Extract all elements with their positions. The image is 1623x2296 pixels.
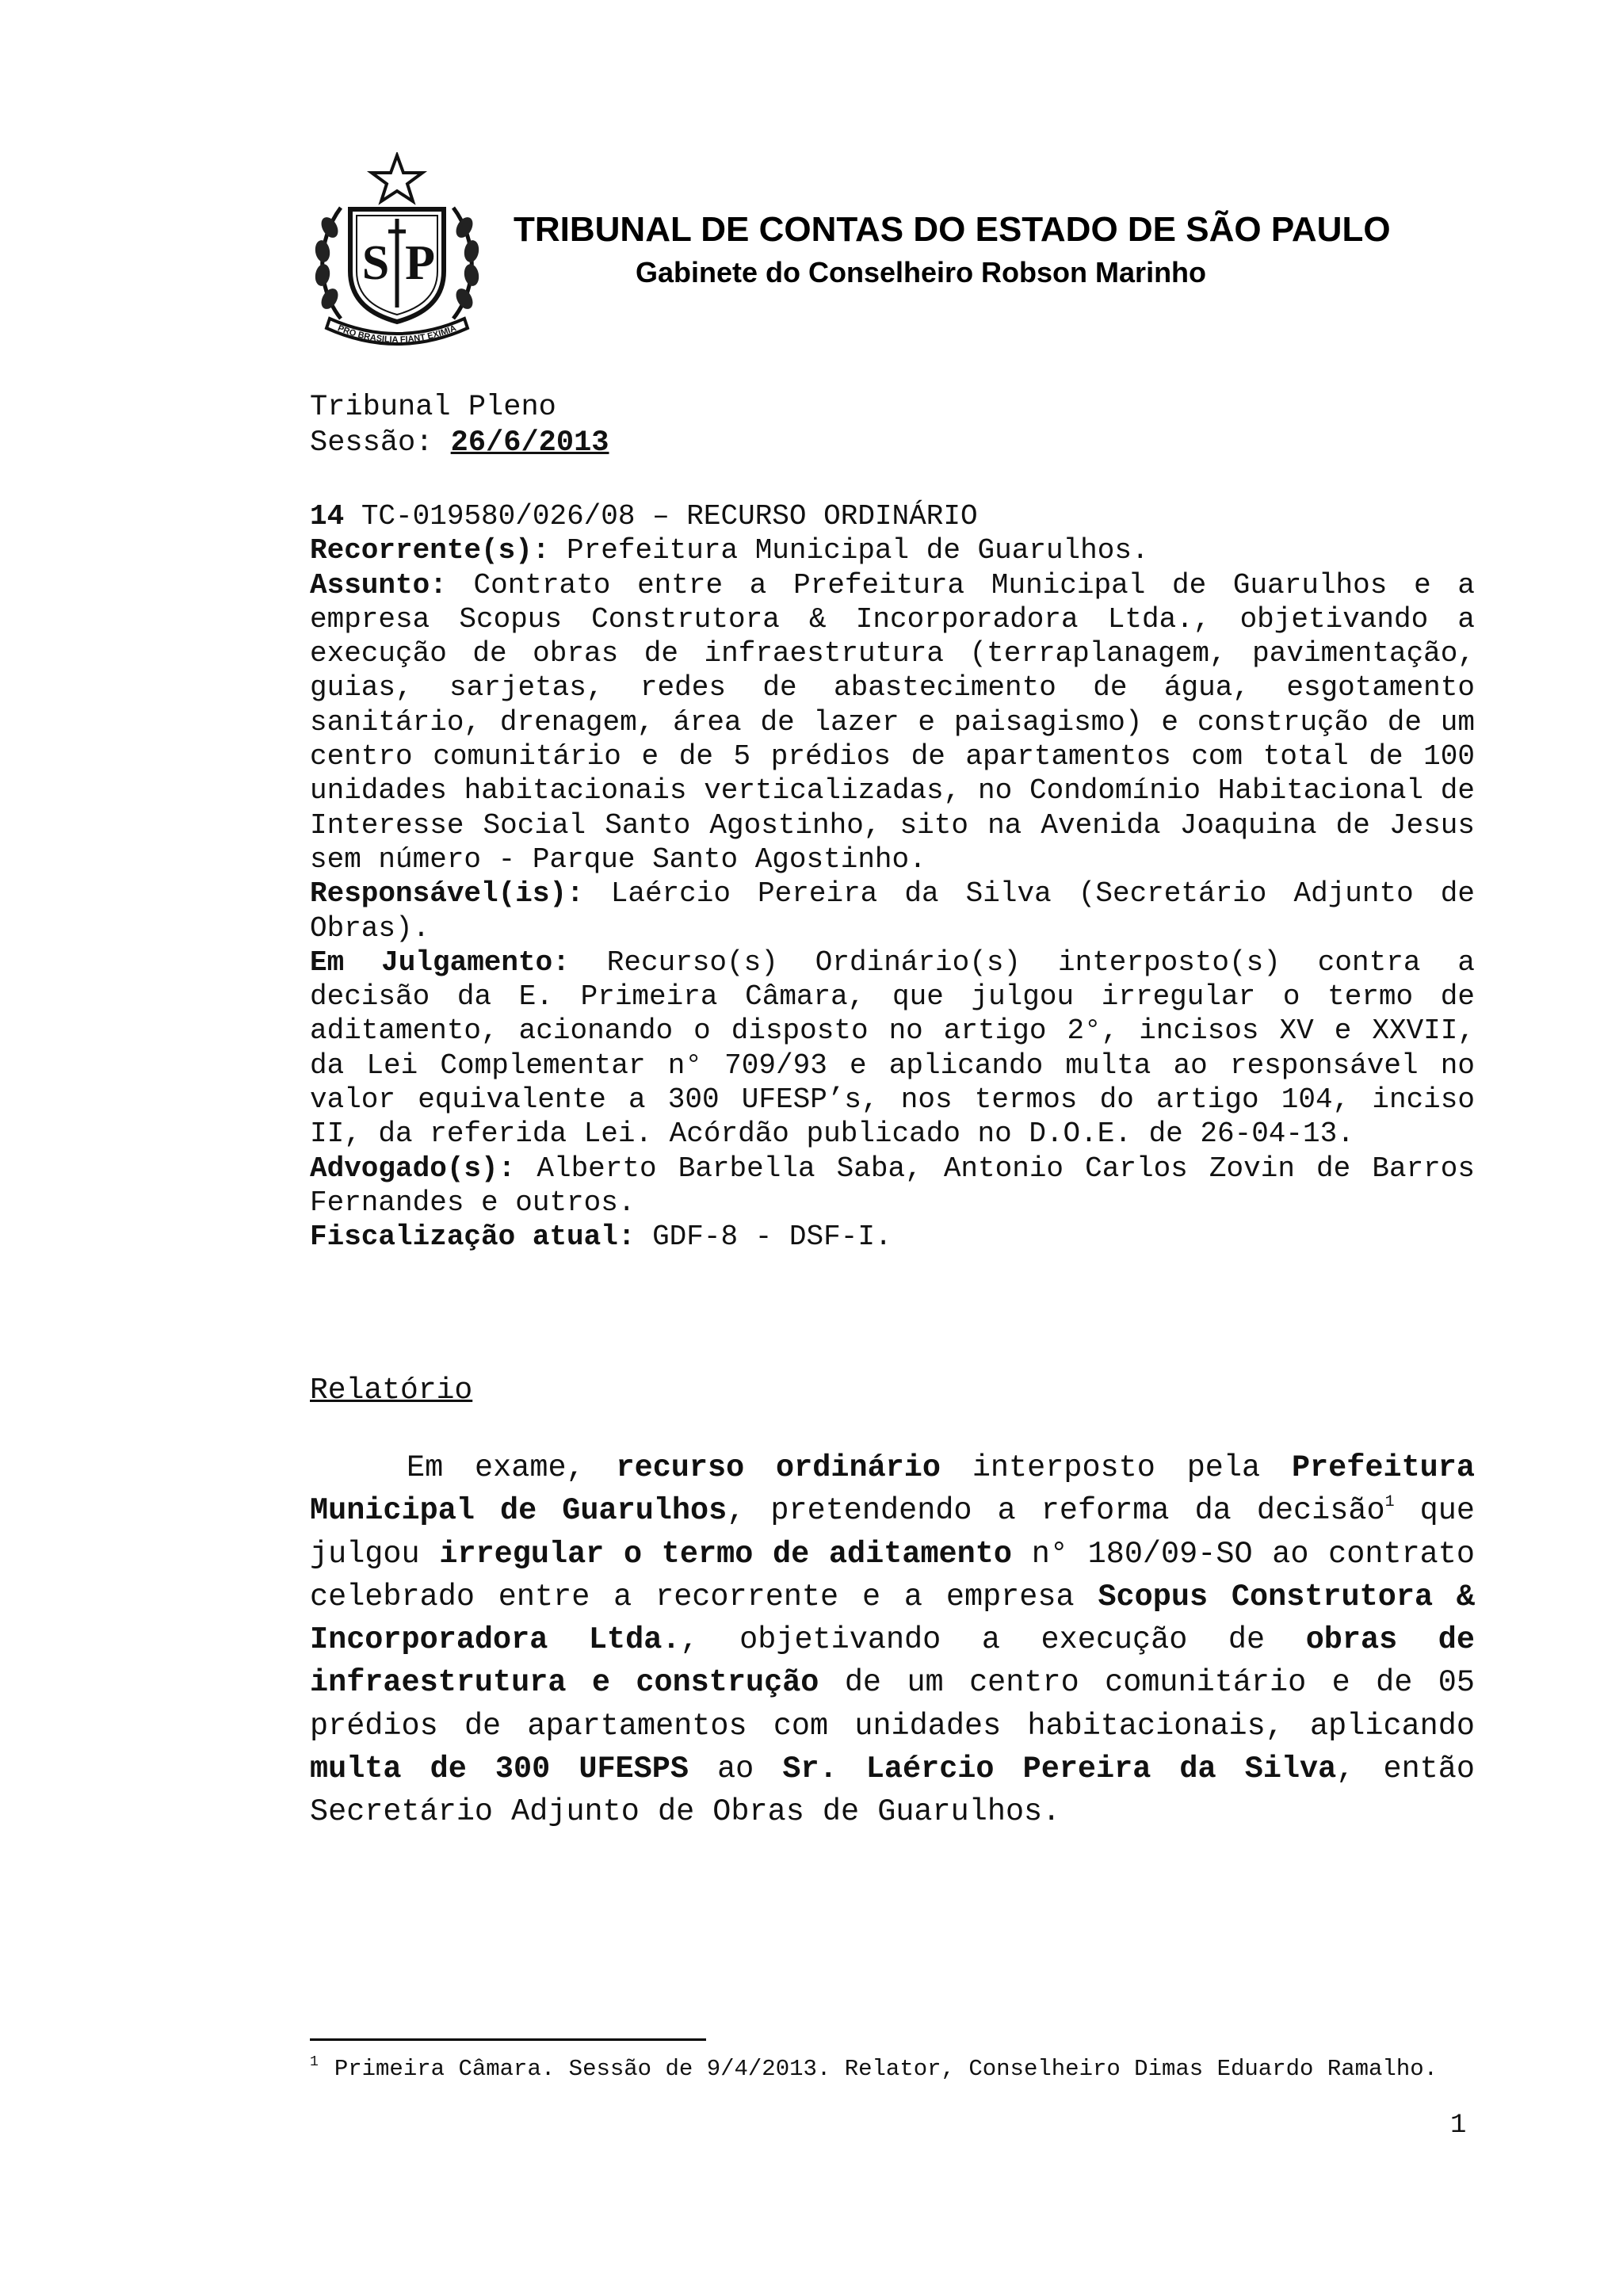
seal-letter-p: P — [405, 236, 435, 290]
case-number: 14 — [310, 500, 345, 533]
text-run: n° 180/09-SO ao contrato celebrado entre a recorrente e a empresa — [310, 1536, 1475, 1614]
responsavel-line — [310, 877, 1475, 946]
fiscalizacao-label: Fiscalização atual: — [310, 1221, 636, 1254]
recorrente-line — [310, 533, 1475, 567]
fiscalizacao-value: GDF-8 - DSF-I. — [635, 1221, 892, 1254]
fiscalizacao-line — [310, 1220, 1475, 1254]
text-run: de um centro comunitário e de 05 prédios de apartamentos com unidades habitacionais, aplicando — [310, 1665, 1475, 1744]
text-run: , pretendendo a reforma da decisão — [727, 1493, 1385, 1529]
case-summary — [310, 499, 1475, 1255]
julgamento-label: Em Julgamento: — [310, 946, 570, 979]
bold-run: Scopus Construtora & Incorporadora Ltda. — [310, 1579, 1475, 1658]
julgamento-value: Recurso(s) Ordinário(s) interposto(s) contra a decisão da E. Primeira Câmara, que julgou irregular o termo de aditamento, acionando o disposto no artigo 2°, incisos XV e XXVII, da Lei Complementar n° 709/93 e aplicando multa ao responsável no valor equivalente a 300 UFESP’s, nos termos do artigo 104, inciso II, da referida Lei. Acórdão publicado no D.O.E. de 26-04-13. — [310, 946, 1475, 1151]
advogado-label: Advogado(s): — [310, 1152, 516, 1185]
bold-run: obras de infraestrutura e construção — [310, 1622, 1475, 1701]
responsavel-label: Responsável(is): — [310, 877, 584, 911]
seal-motto: PRO BRASILIA FIANT EXIMIA — [336, 323, 458, 346]
footnote — [310, 2054, 1475, 2084]
session-date: 26/6/2013 — [450, 426, 609, 460]
footnote-number: 1 — [310, 2054, 319, 2070]
text-run: que julgou — [310, 1493, 1475, 1572]
advogado-value: Alberto Barbella Saba, Antonio Carlos Zovin de Barros Fernandes e outros. — [310, 1152, 1475, 1219]
bold-run: Sr. Laércio Pereira da Silva — [782, 1752, 1337, 1787]
text-run: interposto pela — [941, 1450, 1292, 1485]
session-body: Tribunal Pleno — [310, 391, 556, 424]
responsavel-value: Laércio Pereira da Silva (Secretário Adjunto de Obras). — [310, 877, 1475, 945]
text-run: ao — [688, 1752, 783, 1787]
bold-run: recurso ordinário — [616, 1450, 941, 1485]
advogado-line — [310, 1152, 1475, 1221]
footnote-text: Primeira Câmara. Sessão de 9/4/2013. Relator, Conselheiro Dimas Eduardo Ramalho. — [334, 2056, 1438, 2082]
footnote-reference[interactable]: 1 — [1384, 1493, 1395, 1512]
header-title: TRIBUNAL DE CONTAS DO ESTADO DE SÃO PAULO — [514, 210, 1391, 249]
sao-paulo-coat-of-arms-icon — [309, 152, 485, 350]
footnote-separator — [310, 2038, 706, 2041]
assunto-label: Assunto: — [310, 568, 447, 602]
recorrente-value: Prefeitura Municipal de Guarulhos. — [549, 534, 1149, 567]
session-block — [310, 390, 1475, 461]
session-label: Sessão: — [310, 426, 451, 460]
relatorio-paragraph — [310, 1446, 1475, 1834]
text-run: Em exame, — [407, 1450, 617, 1485]
bold-run: multa de 300 UFESPS — [310, 1752, 689, 1787]
seal-letter-s: S — [361, 236, 390, 290]
session-line — [310, 426, 1475, 461]
page-number: 1 — [1450, 2111, 1467, 2141]
assunto-line — [310, 568, 1475, 877]
assunto-value: Contrato entre a Prefeitura Municipal de Guarulhos e a empresa Scopus Construtora & Incorporadora Ltda., objetivando a execução de obras de infraestrutura (terraplanagem, pavimentação, guias, sarjetas, redes de abastecimento de água, esgotamento sanitário, drenagem, área de lazer e paisagismo) e construção de um centro comunitário e de 5 prédios de apartamentos com total de 100 unidades habitacionais verticalizadas, no Condomínio Habitacional de Interesse Social Santo Agostinho, sito na Avenida Joaquina de Jesus sem número - Parque Santo Agostinho. — [310, 568, 1475, 876]
bold-run: irregular o termo de aditamento — [439, 1536, 1012, 1572]
relatorio-body — [310, 1446, 1475, 1834]
section-title-relatorio: Relatório — [310, 1373, 473, 1408]
case-process-line — [310, 499, 1475, 533]
case-process: TC-019580/026/08 – RECURSO ORDINÁRIO — [344, 500, 978, 533]
text-run: , objetivando a execução de — [680, 1622, 1306, 1658]
bold-run: Prefeitura Municipal de Guarulhos — [310, 1450, 1475, 1529]
header-subtitle: Gabinete do Conselheiro Robson Marinho — [636, 256, 1207, 288]
julgamento-line — [310, 946, 1475, 1152]
recorrente-label: Recorrente(s): — [310, 534, 550, 567]
text-run: , então Secretário Adjunto de Obras de Guarulhos. — [310, 1752, 1475, 1830]
